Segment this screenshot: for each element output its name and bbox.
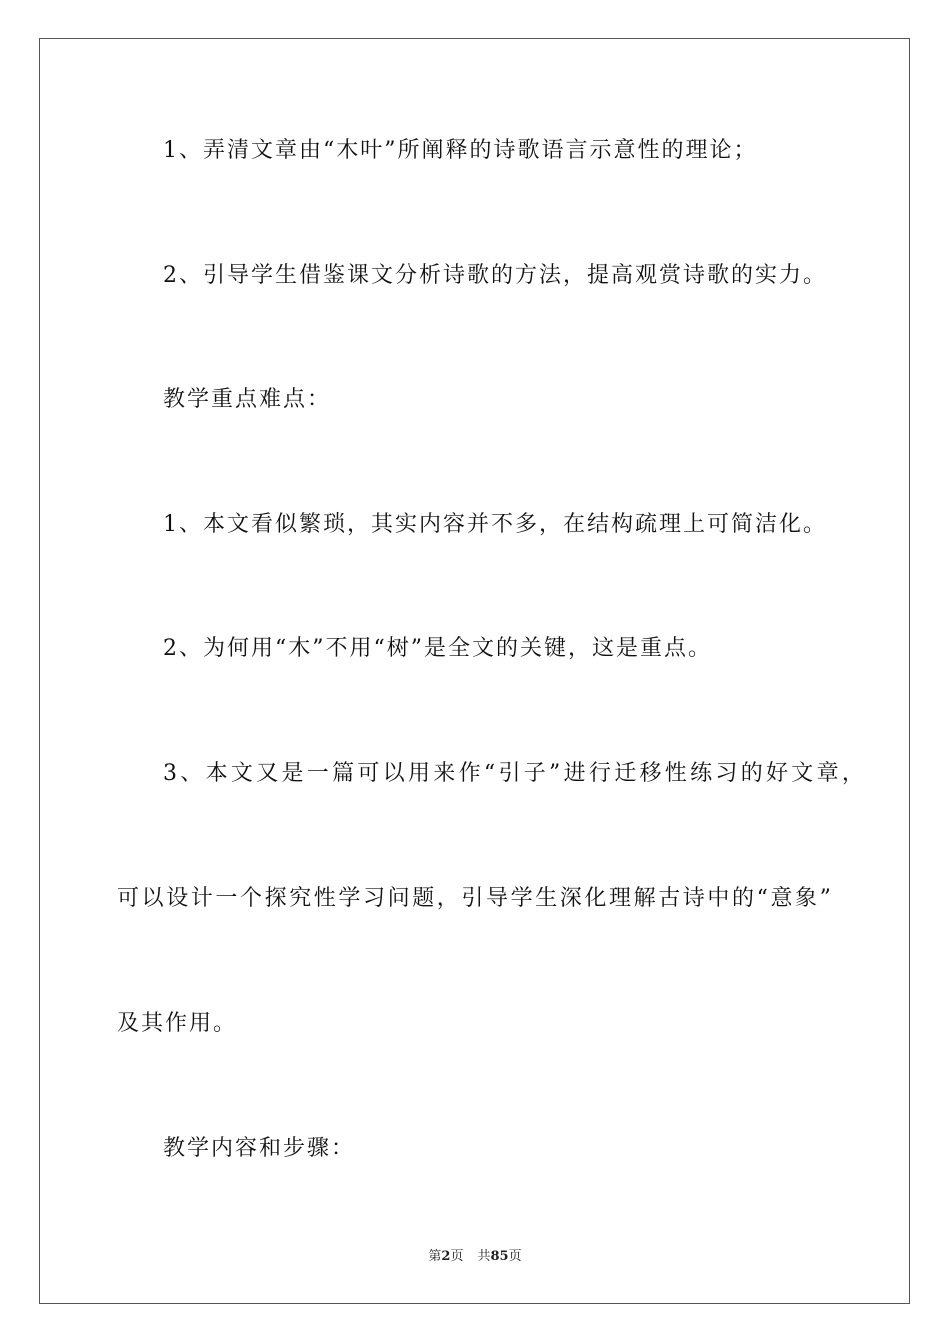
key-point-3-paragraph-line-1: 3、本文又是一篇可以用来作“引子”进行迁移性练习的好文章， bbox=[163, 761, 868, 786]
key-points-heading: 教学重点难点： bbox=[163, 387, 332, 412]
teaching-steps-heading: 教学内容和步骤： bbox=[163, 1136, 356, 1161]
total-pages: 85 bbox=[490, 1249, 509, 1264]
objective-1-paragraph: 1、弄清文章由“木叶”所阐释的诗歌语言示意性的理论； bbox=[163, 138, 758, 163]
key-point-3-paragraph-line-3: 及其作用。 bbox=[117, 1011, 238, 1036]
page-border bbox=[39, 38, 910, 1304]
objective-2-paragraph: 2、引导学生借鉴课文分析诗歌的方法，提高观赏诗歌的实力。 bbox=[163, 263, 827, 288]
page-prefix: 第 bbox=[428, 1249, 442, 1264]
key-point-1-paragraph: 1、本文看似繁琐，其实内容并不多，在结构疏理上可简洁化。 bbox=[163, 512, 827, 537]
key-point-3-paragraph-line-2: 可以设计一个探究性学习问题，引导学生深化理解古诗中的“意象” bbox=[117, 886, 834, 911]
total-suffix: 页 bbox=[508, 1249, 522, 1264]
page-suffix: 页 bbox=[450, 1249, 464, 1264]
page-number: 2 bbox=[441, 1249, 451, 1264]
key-point-2-paragraph: 2、为何用“木”不用“树”是全文的关键，这是重点。 bbox=[163, 636, 712, 661]
page-footer bbox=[0, 1248, 950, 1266]
total-prefix: 共 bbox=[477, 1249, 491, 1264]
